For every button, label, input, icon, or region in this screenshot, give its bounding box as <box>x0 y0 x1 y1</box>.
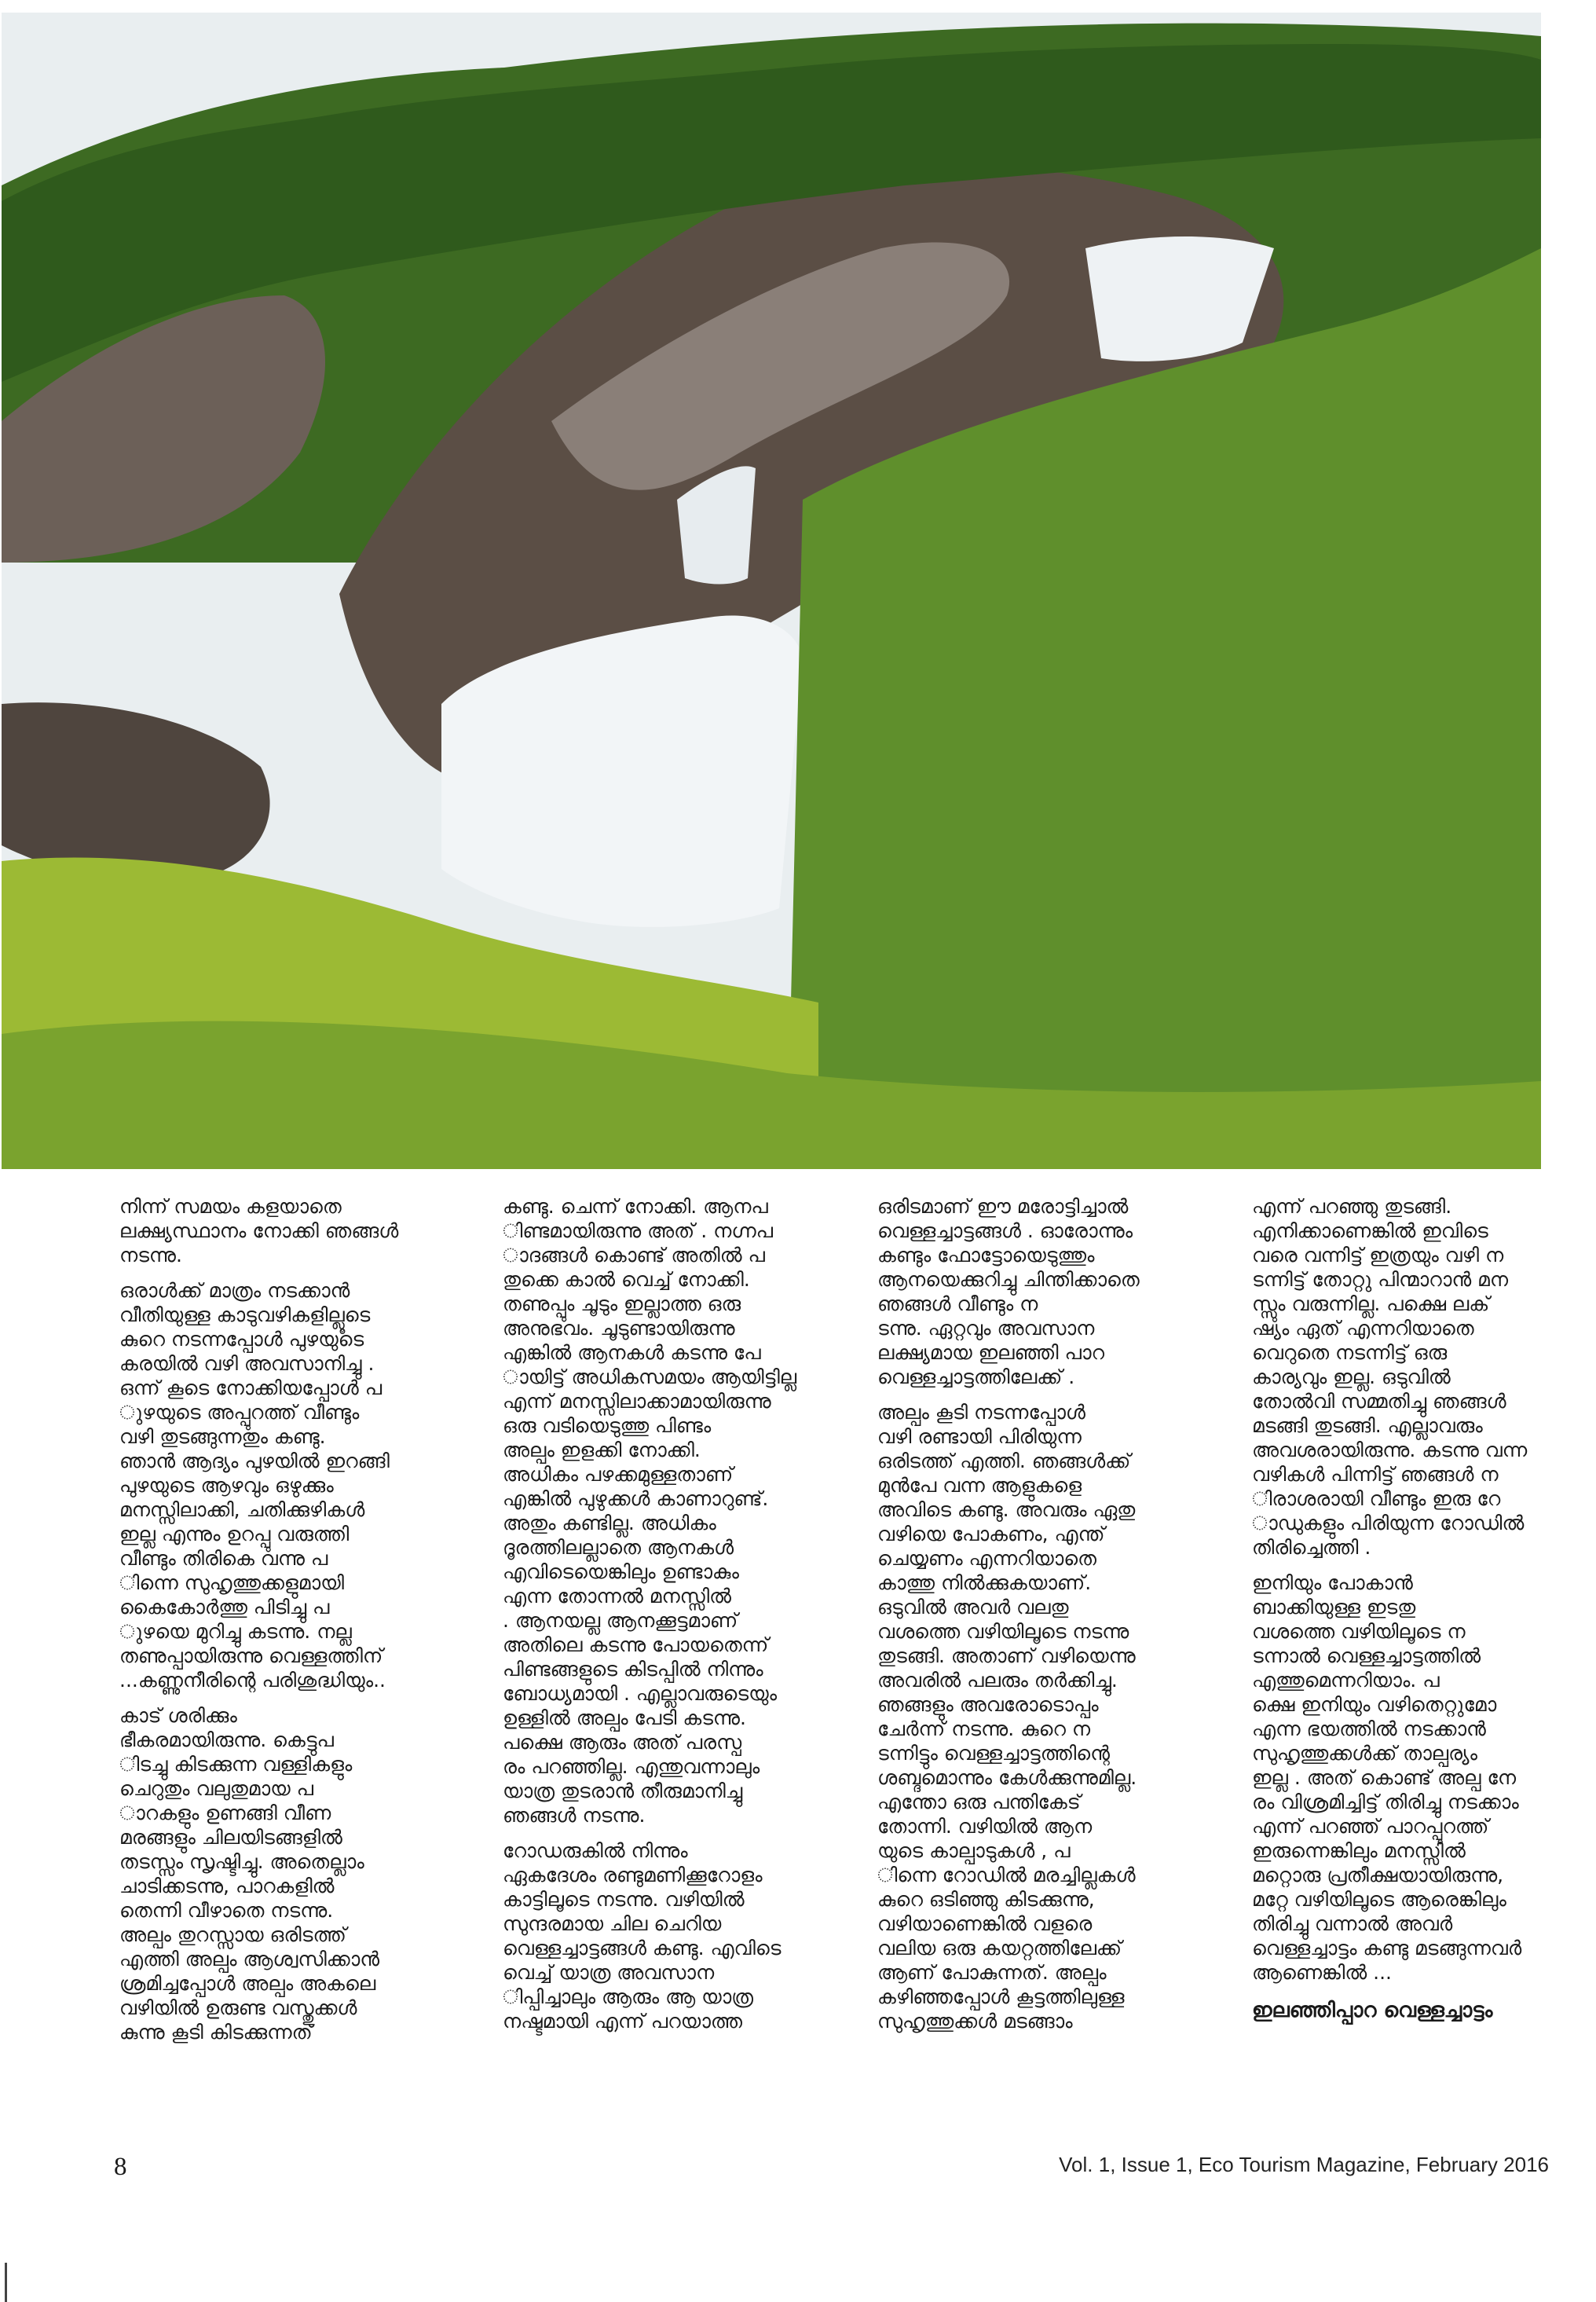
paragraph: കണ്ടു. ചെന്ന് നോക്കി. ആനപ ിണ്ടമായിരുന്നു അത് . നഗ്നപ ാദങ്ങൾ കൊണ്ട് അതിൽ പ തുക്കെ കാൽ വെച്ച് നോക്കി. തണുപ്പും ചൂടും ഇല്ലാത്ത ഒരു അനുഭവം. ചൂടുണ്ടായിരുന്നു എങ്കിൽ ആനകൾ കടന്നു പേ ായിട്ട് അധികസമയം ആയിട്ടില്ല എന്ന് മനസ്സിലാക്കാമായിരുന്നു ഒരു വടിയെടുത്തു പിണ്ടം അല്പം ഇളക്കി നോക്കി. അധികം പഴക്കമുള്ളതാണ് എങ്കിൽ പുഴുക്കൾ കാണാറുണ്ട്. അതും കണ്ടില്ല. അധികം ദൂരത്തിലല്ലാതെ ആനകൾ എവിടെയെങ്കിലും ഉണ്ടാകും എന്ന തോന്നൽ മനസ്സിൽ . ആനയല്ല ആനക്കൂട്ടമാണ് അതിലെ കടന്നു പോയതെന്ന് പിണ്ടങ്ങളുടെ കിടപ്പിൽ നിന്നും ബോധ്യമായി . എല്ലാവരുടെയും ഉള്ളിൽ അല്പം പേടി കടന്നു. പക്ഷെ ആരും അത് പരസ്പ രം പറഞ്ഞില്ല. എന്തുവന്നാലും യാത്ര തുടരാൻ തീരുമാനിച്ചു ഞങ്ങൾ നടന്നു. <box>503 1195 797 1827</box>
paragraph: എന്ന് പറഞ്ഞു തുടങ്ങി. എനിക്കാണെങ്കിൽ ഇവിടെ വരെ വന്നിട്ട് ഇത്രയും വഴി ന ടന്നിട്ട് തോറ്റു പിന്മാറാൻ മന സ്സും വരുന്നില്ല. പക്ഷെ ലക് ഷ്യം ഏത് എന്നറിയാതെ വെറുതെ നടന്നിട്ട് ഒരു കാര്യവും ഇല്ല. ഒടുവിൽ തോൽവി സമ്മതിച്ചു ഞങ്ങൾ മടങ്ങി തുടങ്ങി. എല്ലാവരും അവശരായിരുന്നു. കടന്നു വന്ന വഴികൾ പിന്നിട്ട് ഞങ്ങൾ ന ിരാശരായി വീണ്ടും ഇരു റേ ാഡുകളും പിരിയുന്ന റോഡിൽ തിരിച്ചെത്തി . <box>1252 1195 1528 1559</box>
paragraph: ഇനിയും പോകാൻ ബാക്കിയുള്ള ഇടതു വശത്തെ വഴിയിലൂടെ ന ടന്നാൽ വെള്ളച്ചാട്ടത്തിൽ എത്തുമെന്നറിയാം. പ ക്ഷെ ഇനിയും വഴിതെറ്റുമോ എന്ന ഭയത്തിൽ നടക്കാൻ സുഹൃത്തുക്കൾക്ക് താല്പര്യം ഇല്ല . അത് കൊണ്ട് അല്പ നേ രം വിശ്രമിച്ചിട്ട് തിരിച്ചു നടക്കാം എന്ന് പറഞ്ഞ് പാറപ്പുറത്ത് ഇരുന്നെങ്കിലും മനസ്സിൽ മറ്റൊരു പ്രതീക്ഷയായിരുന്നു, മറ്റേ വഴിയിലൂടെ ആരെങ്കിലും തിരിച്ചു വന്നാൽ അവർ വെള്ളച്ചാട്ടം കണ്ടു മടങ്ങുന്നവർ ആണെങ്കിൽ ... <box>1252 1571 1522 1984</box>
paragraph: ഒരിടമാണ് ഈ മരോട്ടിച്ചാൽ വെള്ളച്ചാട്ടങ്ങൾ . ഓരോന്നും കണ്ടും ഫോട്ടോയെടുത്തും ആനയെക്കുറിച്ചു ചിന്തിക്കാതെ ഞങ്ങൾ വീണ്ടും ന ടന്നു. ഏറ്റവും അവസാന ലക്ഷ്യമായ ഇലഞ്ഞി പാറ വെള്ളച്ചാട്ടത്തിലേക്ക് . <box>877 1195 1140 1388</box>
text-column-2 <box>503 1194 840 2044</box>
paragraph: ഒരാൾക്ക് മാത്രം നടക്കാൻ വീതിയുള്ള കാടുവഴികളില്ലൂടെ കുറെ നടന്നപ്പോൾ പുഴയുടെ കരയിൽ വഴി അവസാനിച്ചു . ഒന്ന് കൂടെ നോക്കിയപ്പോൾ പ ുഴയുടെ അപ്പുറത്ത് വീണ്ടും വഴി തുടങ്ങുന്നതും കണ്ടു. ഞാൻ ആദ്യം പുഴയിൽ ഇറങ്ങി പുഴയുടെ ആഴവും ഒഴുക്കും മനസ്സിലാക്കി, ചതിക്കുഴികൾ ഇല്ല എന്നും ഉറപ്പു വരുത്തി വീണ്ടും തിരികെ വന്നു പ ിന്നെ സുഹൃത്തുക്കളുമായി കൈകോർത്തു പിടിച്ചു പ ുഴയെ മുറിച്ചു കടന്നു. നല്ല തണുപ്പായിരുന്നു വെള്ളത്തിന് ...കണ്ണുനീരിന്റെ പരിശുദ്ധിയും.. <box>119 1279 390 1692</box>
paragraph: റോഡരുകിൽ നിന്നും ഏകദേശം രണ്ടുമണിക്കൂറോളം കാട്ടിലൂടെ നടന്നു. വഴിയിൽ സുന്ദരമായ ചില ചെറിയ വെള്ളച്ചാട്ടങ്ങൾ കണ്ടു. എവിടെ വെച്ച് യാത്ര അവസാന ിപ്പിച്ചാലും ആരും ആ യാത്ര നഷ്ടമായി എന്ന് പറയാത്ത <box>503 1839 782 2033</box>
text-column-3 <box>877 1194 1215 2044</box>
paragraph: അല്പം കൂടി നടന്നപ്പോൾ വഴി രണ്ടായി പിരിയുന്ന ഒരിടത്ത് എത്തി. ഞങ്ങൾക്ക് മുൻപേ വന്ന ആളുകളെ അവിടെ കണ്ടു. അവരും ഏതു വഴിയെ പോകണം, എന്ത് ചെയ്യണം എന്നറിയാതെ കാത്തു നിൽക്കുകയാണ്. ഒടുവിൽ അവർ വലതു വശത്തെ വഴിയിലൂടെ നടന്നു തുടങ്ങി. അതാണ് വഴിയെന്നു അവരിൽ പലരും തർക്കിച്ചു. ഞങ്ങളും അവരോടൊപ്പം ചേർന്ന് നടന്നു. കുറെ ന ടന്നിട്ടും വെള്ളച്ചാട്ടത്തിന്റെ ശബ്ദമൊന്നും കേൾക്കുന്നുമില്ല. എന്തോ ഒരു പന്തികേട് തോന്നി. വഴിയിൽ ആന യുടെ കാല്പാടുകൾ , പ ിന്നെ റോഡിൽ മരച്ചില്ലകൾ കുറെ ഒടിഞ്ഞു കിടക്കുന്നു, വഴിയാണെങ്കിൽ വളരെ വലിയ ഒരു കയറ്റത്തിലേക്ക് ആണ് പോകുന്നത്. അല്പം കഴിഞ്ഞപ്പോൾ കൂട്ടത്തിലുള്ള സുഹൃത്തുക്കൾ മടങ്ങാം <box>877 1401 1137 2033</box>
paragraph: കാട് ശരിക്കും ഭീകരമായിരുന്നു. കെട്ടുപ ിടച്ചു കിടക്കുന്ന വള്ളികളും ചെറുതും വലുതുമായ പ ാറകളും ഉണങ്ങി വീണ മരങ്ങളും ചിലയിടങ്ങളിൽ തടസ്സം സൃഷ്ടിച്ചു. അതെല്ലാം ചാടിക്കടന്നു, പാറകളിൽ തെന്നി വീഴാതെ നടന്നു. അല്പം തുറസ്സായ ഒരിടത്ത് എത്തി അല്പം ആശ്വസിക്കാൻ ശ്രമിച്ചപ്പോൾ അല്പം അകലെ വഴിയിൽ ഉരുണ്ട വസ്തുക്കൾ കുന്നു കൂടി കിടക്കുന്നത് <box>119 1704 380 2044</box>
page-number: 8 <box>114 2153 127 2181</box>
waterfall-photo <box>2 13 1541 1169</box>
footer-issue-info: Vol. 1, Issue 1, Eco Tourism Magazine, February 2016 <box>1059 2153 1549 2176</box>
photo-caption: ഇലഞ്ഞിപ്പാറ വെള്ളച്ചാട്ടം <box>1252 1999 1493 2022</box>
page-edge-mark <box>5 2263 7 2302</box>
paragraph: നിന്ന് സമയം കളയാതെ ലക്ഷ്യസ്ഥാനം നോക്കി ഞങ്ങൾ നടന്നു. <box>119 1195 399 1266</box>
text-column-1 <box>119 1194 457 2055</box>
text-column-4 <box>1252 1194 1590 2023</box>
